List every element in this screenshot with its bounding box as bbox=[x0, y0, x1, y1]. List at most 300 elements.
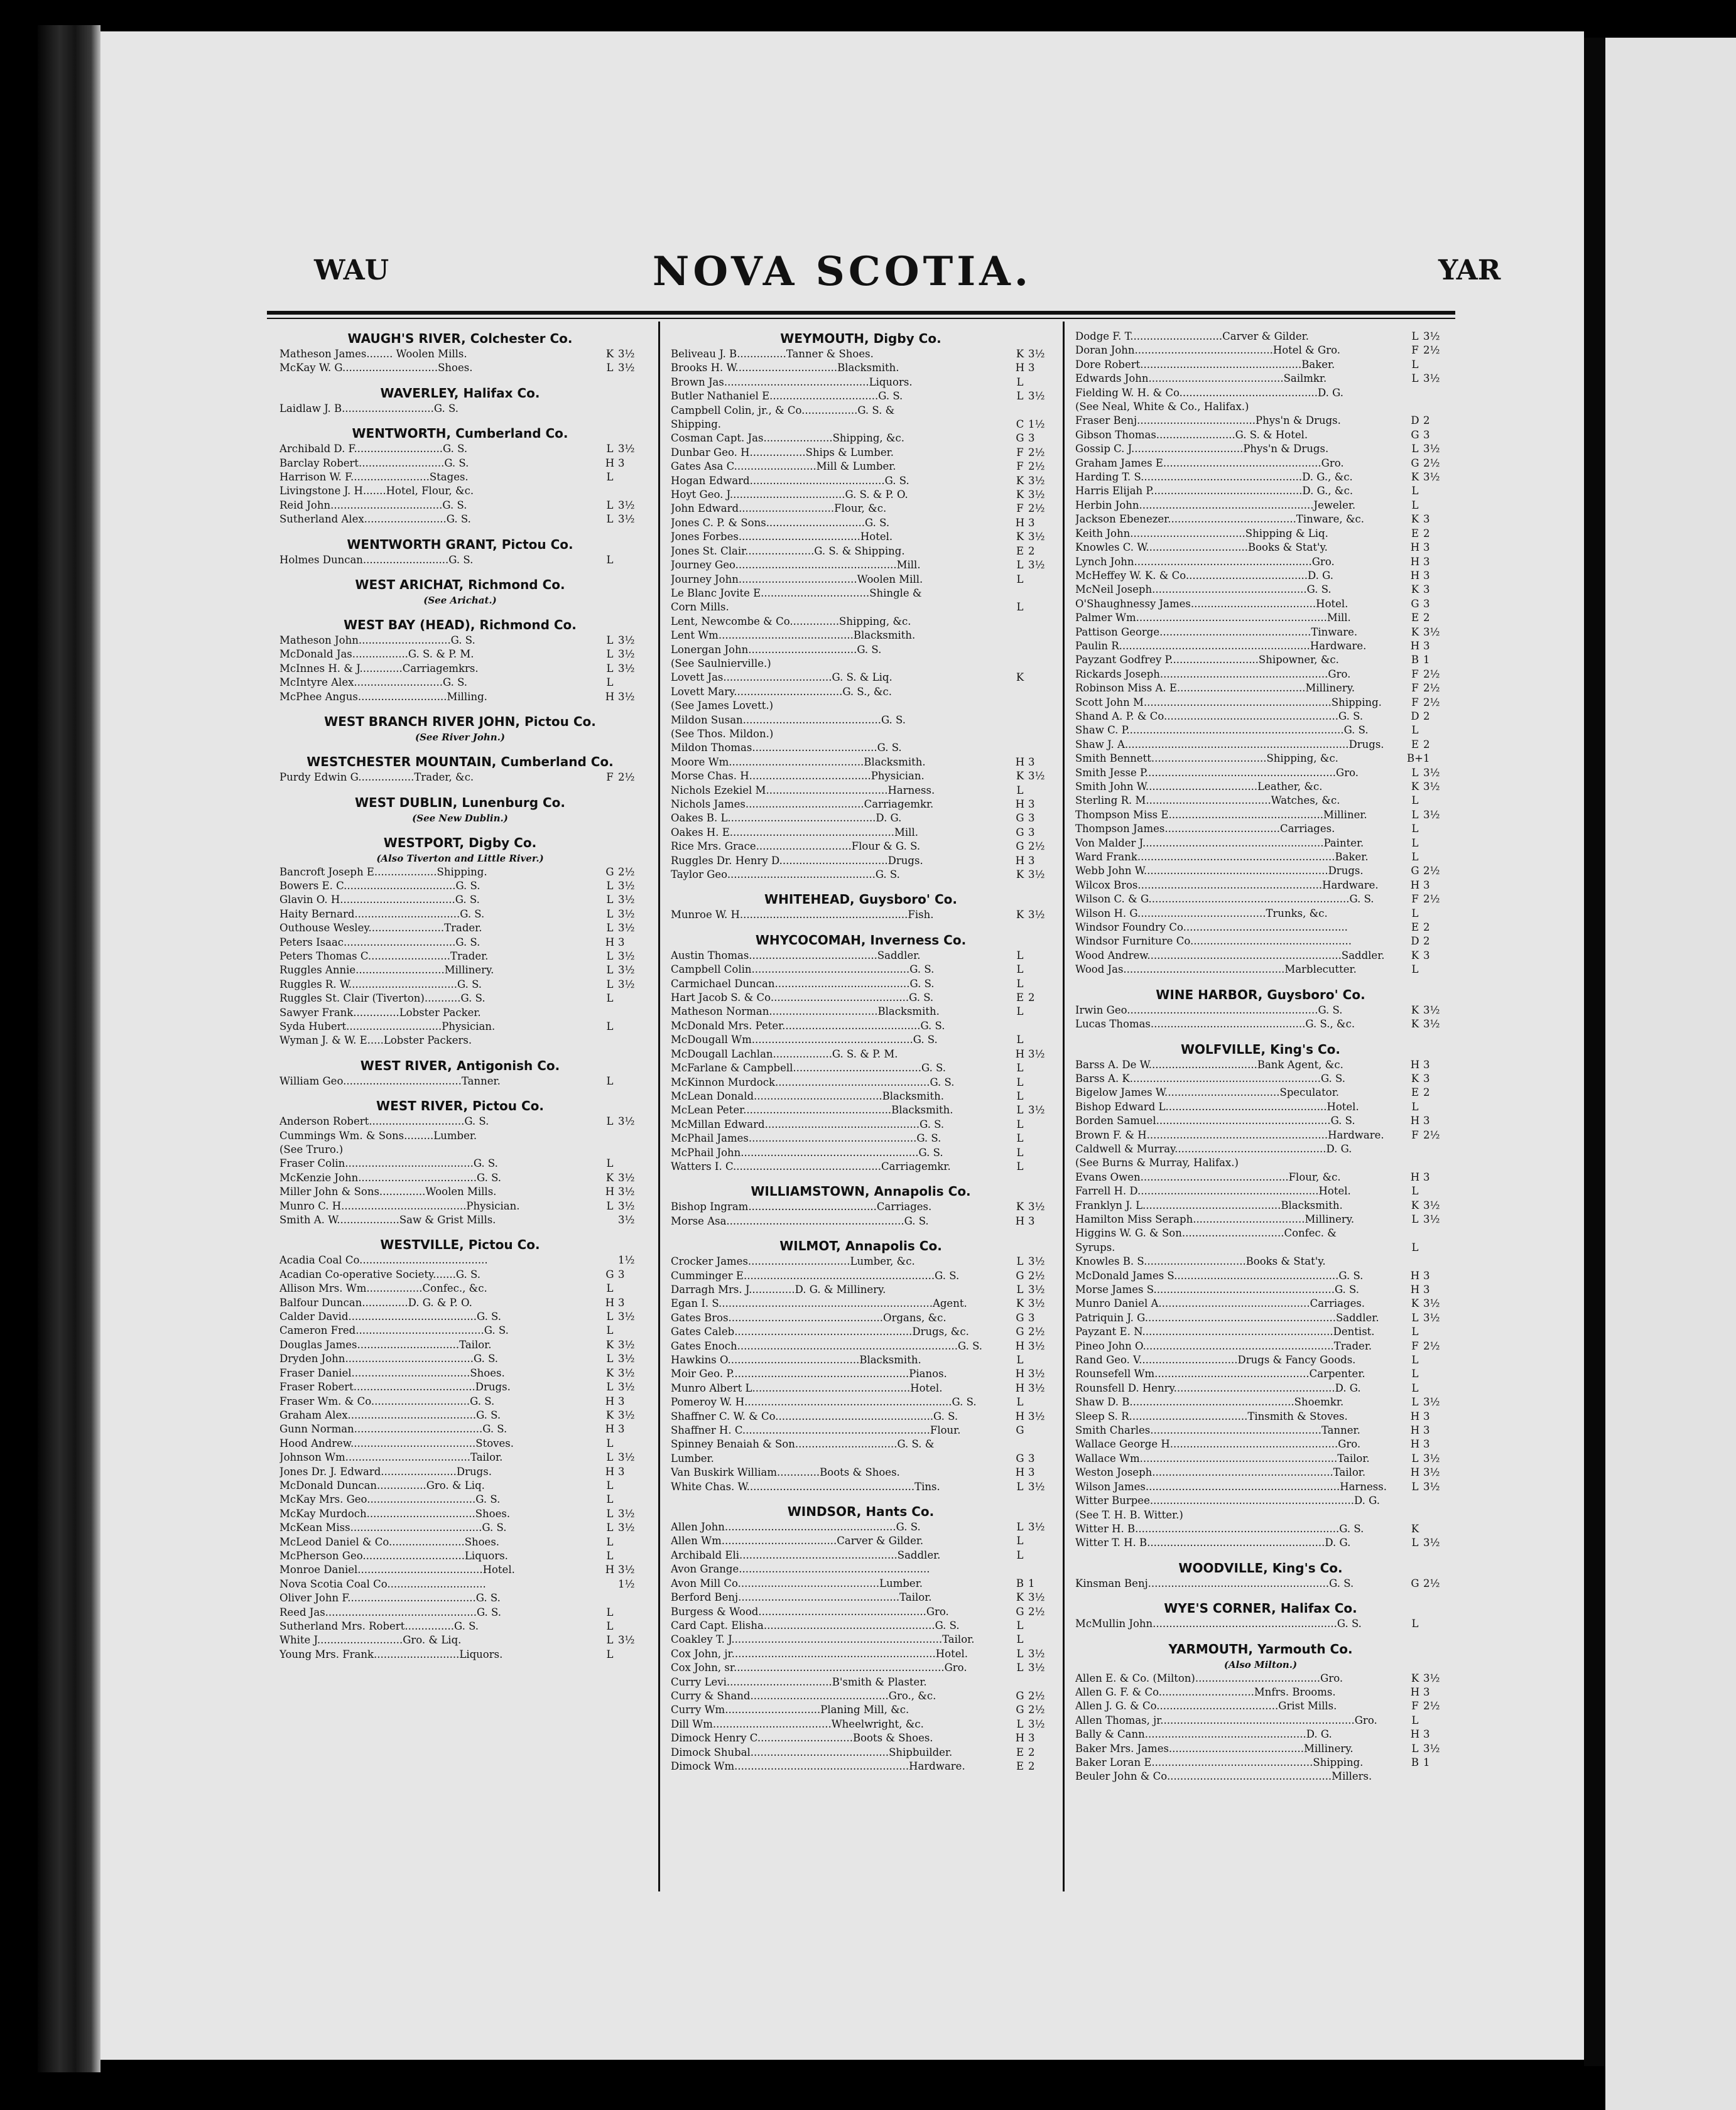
credit-figure: 3½ bbox=[1423, 1213, 1440, 1225]
entry-text: Shaffner H. C.........................................................Flour. bbox=[671, 1424, 961, 1437]
directory-entry bbox=[1075, 794, 1446, 808]
entry-text: Reid John..................................G. S. bbox=[279, 499, 467, 511]
directory-entry bbox=[1075, 1685, 1446, 1699]
directory-entry bbox=[279, 1535, 641, 1549]
directory-entry bbox=[1075, 907, 1446, 921]
rating-letter: L bbox=[606, 1451, 614, 1464]
rating-letter: L bbox=[1411, 808, 1419, 821]
directory-entry bbox=[1075, 1742, 1446, 1756]
credit-figure bbox=[1028, 1005, 1051, 1019]
entry-text: Livingstone J. H.......Hotel, Flour, &c. bbox=[279, 485, 474, 497]
credit-figure: 1 bbox=[1423, 654, 1430, 666]
town-heading: WESTPORT, Digby Co. bbox=[383, 835, 537, 850]
directory-entry bbox=[671, 376, 1051, 389]
entry-text: Wilson James...........................................................Harness. bbox=[1075, 1480, 1387, 1493]
credit-figure bbox=[1028, 727, 1051, 741]
page-title: NOVA SCOTIA. bbox=[652, 248, 1033, 295]
rating-letter: L bbox=[606, 922, 614, 934]
credit-figure bbox=[618, 1143, 641, 1157]
town-section bbox=[1075, 1041, 1446, 1550]
credit-figure bbox=[1028, 600, 1051, 614]
entry-text: Allen Wm...................................Carver & Gilder. bbox=[671, 1535, 924, 1547]
rating-letter bbox=[1012, 629, 1028, 642]
entry-text: Jones Forbes.....................................Hotel. bbox=[671, 531, 893, 543]
town-heading: WENTWORTH, Cumberland Co. bbox=[352, 426, 568, 441]
directory-entry bbox=[1075, 611, 1446, 625]
directory-entry bbox=[671, 1090, 1051, 1103]
entry-text: Sterling R. M......................................Watches, &c. bbox=[1075, 794, 1340, 807]
credit-figure: 3½ bbox=[1028, 770, 1045, 782]
town-section bbox=[279, 1057, 641, 1088]
directory-entry bbox=[671, 1466, 1051, 1480]
credit-figure: 3 bbox=[1423, 1424, 1430, 1437]
directory-entry bbox=[1075, 386, 1446, 400]
entry-text: McDougall Lachlan..................G. S. & P. M. bbox=[671, 1047, 898, 1060]
directory-entry bbox=[279, 1606, 641, 1620]
credit-figure: 3½ bbox=[618, 362, 635, 374]
credit-figure: 2 bbox=[1423, 710, 1430, 722]
credit-figure: 3½ bbox=[1028, 868, 1045, 881]
credit-figure: 3 bbox=[1028, 516, 1035, 529]
entry-text: Balfour Duncan..............D. G. & P. O. bbox=[279, 1296, 472, 1309]
credit-figure: 3½ bbox=[618, 1199, 635, 1212]
entry-text: Shand A. P. & Co.....................................................G. S. bbox=[1075, 710, 1364, 722]
credit-figure bbox=[1423, 850, 1446, 864]
rating-letter bbox=[602, 1006, 618, 1020]
entry-text: Cummings Wm. & Sons.........Lumber. bbox=[279, 1129, 477, 1142]
credit-figure: 3½ bbox=[618, 443, 635, 455]
directory-entry bbox=[279, 1493, 641, 1507]
rating-letter: E bbox=[1411, 921, 1419, 934]
credit-figure bbox=[618, 1591, 641, 1605]
credit-figure: 2½ bbox=[1423, 682, 1440, 695]
directory-entry bbox=[1075, 555, 1446, 569]
directory-entry bbox=[279, 1437, 641, 1451]
credit-figure: 3½ bbox=[618, 1311, 635, 1323]
directory-entry bbox=[671, 1675, 1051, 1689]
entry-text: McFarlane & Campbell.......................................G. S. bbox=[671, 1062, 947, 1074]
credit-figure bbox=[1028, 1395, 1051, 1409]
rating-letter: L bbox=[1411, 443, 1419, 455]
entry-text: Witter H. B..............................................................G. S. bbox=[1075, 1522, 1364, 1535]
credit-figure: 3½ bbox=[1423, 808, 1440, 821]
directory-entry bbox=[1075, 1072, 1446, 1086]
credit-figure: 2½ bbox=[1423, 344, 1440, 357]
town-note: (Also Milton.) bbox=[1223, 1658, 1298, 1670]
entry-text: Oakes B. L.............................................D. G. bbox=[671, 812, 902, 825]
credit-figure: 3½ bbox=[618, 1564, 635, 1576]
entry-text: McInnes H. & J.............Carriagemkrs. bbox=[279, 662, 479, 674]
credit-figure bbox=[618, 1479, 641, 1493]
credit-figure bbox=[1423, 1522, 1446, 1536]
rating-letter: G bbox=[1016, 1269, 1024, 1282]
credit-figure: 2½ bbox=[1423, 668, 1440, 680]
rating-letter: D bbox=[1411, 935, 1419, 948]
entry-text: Peters Isaac..................................G. S. bbox=[279, 936, 480, 948]
entry-text: Brown F. & H.......................................................Hardware. bbox=[1075, 1128, 1384, 1141]
credit-figure: 3 bbox=[1028, 826, 1035, 838]
directory-entry bbox=[671, 1520, 1051, 1534]
rating-letter: K bbox=[1411, 1672, 1419, 1684]
directory-entry bbox=[671, 488, 1051, 502]
directory-entry bbox=[1075, 1536, 1446, 1550]
town-heading: WHITEHEAD, Guysboro' Co. bbox=[764, 892, 957, 907]
town-heading: WEYMOUTH, Digby Co. bbox=[780, 331, 941, 346]
rating-letter: G bbox=[605, 865, 614, 878]
entry-text: Lynch John......................................................Gro. bbox=[1075, 555, 1335, 568]
rating-letter: L bbox=[1411, 1185, 1419, 1198]
credit-figure: 3½ bbox=[618, 978, 635, 990]
entry-text: Acadian Co-operative Society.......G. S. bbox=[279, 1268, 480, 1280]
directory-entry bbox=[1075, 1297, 1446, 1311]
town-section bbox=[279, 1097, 641, 1227]
entry-text: Dimock Henry C.............................Boots & Shoes. bbox=[671, 1732, 933, 1745]
rating-letter: L bbox=[606, 443, 614, 455]
directory-entry bbox=[1075, 864, 1446, 878]
directory-entry bbox=[279, 1115, 641, 1128]
entry-text: Rand Geo. V..............................Drugs & Fancy Goods. bbox=[1075, 1354, 1356, 1366]
entry-text: White J..........................Gro. & Liq. bbox=[279, 1634, 462, 1647]
entry-text: Nova Scotia Coal Co.............................. bbox=[279, 1577, 486, 1590]
credit-figure bbox=[618, 1437, 641, 1451]
directory-entry bbox=[279, 1380, 641, 1394]
rating-letter: L bbox=[1411, 1480, 1419, 1493]
town-section bbox=[1075, 1559, 1446, 1591]
entry-text: Bigelow James W...................................Speculator. bbox=[1075, 1086, 1340, 1099]
rating-letter: H bbox=[1015, 798, 1025, 810]
directory-entry bbox=[1075, 330, 1446, 344]
entry-text: Hoyt Geo. J...................................G. S. & P. O. bbox=[671, 489, 908, 501]
entry-text: Beliveau J. B...............Tanner & Shoes. bbox=[671, 348, 874, 360]
entry-text: Calder David.......................................G. S. bbox=[279, 1311, 502, 1323]
credit-figure: 3 bbox=[1423, 541, 1430, 554]
rating-letter: F bbox=[1411, 682, 1419, 695]
entry-text: Curry Wm.............................Planing Mill, &c. bbox=[671, 1704, 909, 1716]
entry-text: Mildon Susan..........................................G. S. bbox=[671, 713, 906, 726]
rating-letter bbox=[1407, 400, 1423, 414]
rating-letter: H bbox=[1015, 1732, 1025, 1745]
entry-text: Spinney Benaiah & Son...............................G. S. & bbox=[671, 1438, 935, 1451]
rating-letter: F bbox=[1411, 668, 1419, 680]
credit-figure: 3½ bbox=[1423, 1311, 1440, 1324]
entry-text: Cameron Fred.......................................G. S. bbox=[279, 1324, 509, 1337]
rating-letter: L bbox=[1411, 499, 1419, 511]
rating-letter: L bbox=[1016, 1396, 1024, 1409]
rating-letter: B bbox=[1411, 654, 1419, 666]
town-section bbox=[671, 931, 1051, 1174]
directory-entry bbox=[671, 1731, 1051, 1745]
directory-entry bbox=[671, 1661, 1051, 1675]
directory-entry bbox=[1075, 344, 1446, 357]
credit-figure bbox=[618, 1157, 641, 1171]
credit-figure bbox=[1028, 784, 1051, 798]
rating-letter: F bbox=[1411, 344, 1419, 357]
rating-letter: H bbox=[605, 1296, 615, 1309]
entry-text: Von Malder J.......................................................Painter. bbox=[1075, 836, 1364, 849]
directory-entry bbox=[671, 868, 1051, 882]
entry-text: Avon Mill Co...........................................Lumber. bbox=[671, 1577, 923, 1589]
rating-letter bbox=[602, 1129, 618, 1143]
rating-letter bbox=[1407, 1494, 1423, 1508]
entry-text: Archibald D. F...........................G. S. bbox=[279, 443, 468, 455]
credit-figure: 3 bbox=[1423, 949, 1430, 961]
directory-entry bbox=[671, 431, 1051, 445]
entry-text: Lonergan John.................................G. S. bbox=[671, 643, 882, 656]
credit-figure: 2 bbox=[1423, 1086, 1430, 1099]
credit-figure: 3 bbox=[1423, 1410, 1430, 1422]
town-heading: WAUGH'S RIVER, Colchester Co. bbox=[347, 331, 573, 346]
entry-text: Ruggles St. Clair (Tiverton)...........G. S. bbox=[279, 992, 486, 1005]
entry-text: McMullin John........................................................G. S. bbox=[1075, 1618, 1362, 1630]
entry-text: Van Buskirk William.............Boots & Shoes. bbox=[671, 1466, 900, 1479]
directory-entry bbox=[279, 1074, 641, 1088]
credit-figure bbox=[618, 1074, 641, 1088]
entry-text: Barss A. K..........................................................G. S. bbox=[1075, 1072, 1346, 1085]
directory-entry bbox=[279, 1310, 641, 1324]
directory-entry bbox=[279, 347, 641, 361]
directory-entry bbox=[279, 1034, 641, 1047]
rating-letter: H bbox=[1410, 569, 1420, 582]
rating-letter bbox=[1012, 587, 1028, 600]
rating-letter: G bbox=[1411, 428, 1419, 441]
town-section bbox=[671, 1503, 1051, 1773]
entry-text: Corn Mills. bbox=[671, 601, 729, 614]
directory-entry bbox=[1075, 963, 1446, 977]
directory-entry bbox=[279, 402, 641, 416]
entry-text: Wallace Wm............................................................Tailor. bbox=[1075, 1452, 1370, 1464]
credit-figure bbox=[1028, 1633, 1051, 1647]
directory-entry bbox=[1075, 1004, 1446, 1017]
entry-text: McDonald James S..................................................G. S. bbox=[1075, 1269, 1364, 1282]
credit-figure bbox=[618, 470, 641, 484]
directory-entry bbox=[671, 1132, 1051, 1145]
credit-figure bbox=[618, 1282, 641, 1296]
entry-text: Wilcox Bros........................................................Hardware. bbox=[1075, 879, 1379, 891]
credit-figure: 3½ bbox=[1028, 1283, 1045, 1296]
credit-figure bbox=[1028, 573, 1051, 587]
directory-entry bbox=[671, 615, 1051, 629]
rating-letter: K bbox=[1411, 949, 1419, 961]
rating-letter: L bbox=[1016, 977, 1024, 990]
rating-letter: L bbox=[1411, 766, 1419, 779]
entry-text: Weston Joseph.......................................................Tailor. bbox=[1075, 1466, 1366, 1479]
entry-text: Cox John, sr................................................................Gro. bbox=[671, 1662, 967, 1674]
rating-letter: L bbox=[1016, 1090, 1024, 1102]
directory-entry bbox=[279, 1296, 641, 1310]
entry-text: Dimock Wm.....................................................Hardware. bbox=[671, 1760, 965, 1772]
rating-letter: L bbox=[1411, 1311, 1419, 1324]
rating-letter: L bbox=[1016, 1283, 1024, 1296]
credit-figure: 3½ bbox=[1423, 1004, 1440, 1016]
rating-letter: L bbox=[1411, 1742, 1419, 1755]
credit-figure bbox=[1423, 1241, 1446, 1255]
credit-figure: 3½ bbox=[1423, 625, 1440, 638]
rating-letter bbox=[1407, 386, 1423, 400]
directory-entry bbox=[1075, 738, 1446, 752]
rating-letter: L bbox=[1411, 1396, 1419, 1409]
credit-figure bbox=[1423, 1714, 1446, 1728]
directory-entry bbox=[279, 512, 641, 526]
town-heading: WEST DUBLIN, Lunenburg Co. bbox=[354, 794, 566, 810]
rating-letter: G bbox=[1016, 840, 1024, 853]
credit-figure: 2½ bbox=[1423, 1577, 1440, 1589]
credit-figure: 2½ bbox=[618, 771, 635, 784]
entry-text: Munro C. H......................................Physician. bbox=[279, 1199, 520, 1212]
credit-figure bbox=[618, 1606, 641, 1620]
directory-entry bbox=[1075, 780, 1446, 794]
credit-figure bbox=[1028, 1424, 1051, 1437]
rating-letter: L bbox=[606, 553, 614, 566]
directory-entry bbox=[279, 1591, 641, 1605]
rating-letter bbox=[1012, 643, 1028, 657]
rating-letter bbox=[602, 1034, 618, 1047]
directory-entry bbox=[1075, 808, 1446, 822]
rating-letter: F bbox=[1411, 1339, 1419, 1352]
entry-text: Borden Samuel.....................................................G. S. bbox=[1075, 1115, 1355, 1127]
town-heading: WILMOT, Annapolis Co. bbox=[779, 1238, 942, 1254]
credit-figure bbox=[618, 1535, 641, 1549]
directory-entry bbox=[671, 1382, 1051, 1395]
entry-text: McDonald Mrs. Peter..........................................G. S. bbox=[671, 1019, 945, 1032]
town-heading: WEST BAY (HEAD), Richmond Co. bbox=[344, 617, 577, 633]
rating-letter: K bbox=[1411, 1004, 1419, 1016]
credit-figure: 3½ bbox=[618, 922, 635, 934]
directory-entry bbox=[279, 647, 641, 661]
entry-text: Burgess & Wood...................................................Gro. bbox=[671, 1605, 949, 1618]
town-heading: WILLIAMSTOWN, Annapolis Co. bbox=[751, 1184, 971, 1199]
header-rule-thin bbox=[267, 318, 1455, 319]
entry-text: Morse James S.......................................................G. S. bbox=[1075, 1284, 1359, 1296]
rating-letter: H bbox=[1410, 639, 1420, 652]
entry-text: McKay Murdoch.................................Shoes. bbox=[279, 1507, 511, 1520]
credit-figure bbox=[1028, 699, 1051, 713]
entry-text: McMillan Edward...............................................G. S. bbox=[671, 1118, 945, 1130]
credit-figure: 2 bbox=[1423, 738, 1430, 750]
entry-text: Taylor Geo.............................................G. S. bbox=[671, 868, 900, 881]
rating-letter: L bbox=[1016, 1535, 1024, 1547]
credit-figure bbox=[1423, 1508, 1446, 1522]
credit-figure: 2½ bbox=[1028, 840, 1045, 853]
rating-letter: H bbox=[1410, 1685, 1420, 1698]
entry-text: Smith A. W...................Saw & Grist Mills. bbox=[279, 1214, 496, 1226]
directory-entry bbox=[671, 347, 1051, 361]
directory-entry bbox=[1075, 442, 1446, 456]
entry-text: Bishop Edward L.................................................Hotel. bbox=[1075, 1100, 1359, 1113]
entry-text: Douglas James...............................Tailor. bbox=[279, 1338, 492, 1351]
rating-letter: K bbox=[1411, 1072, 1419, 1085]
rating-letter: L bbox=[1411, 1368, 1419, 1380]
directory-entry bbox=[1075, 541, 1446, 555]
directory-entry bbox=[1075, 1756, 1446, 1770]
rating-letter: H bbox=[1410, 555, 1420, 568]
directory-entry bbox=[1075, 358, 1446, 372]
directory-entry bbox=[671, 600, 1051, 614]
directory-entry bbox=[671, 502, 1051, 516]
rating-letter: F bbox=[1411, 696, 1419, 708]
credit-figure: 3½ bbox=[618, 648, 635, 661]
credit-figure: 2 bbox=[1028, 544, 1035, 557]
credit-figure: 3½ bbox=[618, 1522, 635, 1534]
credit-figure bbox=[1028, 977, 1051, 991]
entry-text: Outhouse Wesley.......................Trader. bbox=[279, 922, 482, 934]
directory-entry bbox=[279, 634, 641, 647]
directory-entry bbox=[1075, 1255, 1446, 1269]
rating-letter: L bbox=[606, 1437, 614, 1449]
rating-letter: L bbox=[606, 978, 614, 990]
entry-text: Sutherland Mrs. Robert...............G. S. bbox=[279, 1620, 479, 1632]
credit-figure: 3½ bbox=[618, 634, 635, 647]
credit-figure bbox=[1423, 1226, 1446, 1240]
directory-entry bbox=[671, 361, 1051, 375]
town-section bbox=[279, 425, 641, 526]
credit-figure bbox=[1423, 836, 1446, 850]
directory-entry bbox=[1075, 1128, 1446, 1142]
directory-entry bbox=[671, 769, 1051, 783]
directory-entry bbox=[1075, 428, 1446, 442]
rating-letter: H bbox=[1015, 1368, 1025, 1380]
entry-text: Franklyn J. L..........................................Blacksmith. bbox=[1075, 1199, 1343, 1211]
rating-letter: L bbox=[1411, 724, 1419, 737]
directory-entry bbox=[279, 936, 641, 950]
entry-text: Fraser Benj....................................Phys'n & Drugs. bbox=[1075, 414, 1341, 427]
directory-entry bbox=[1075, 1617, 1446, 1631]
directory-entry bbox=[1075, 949, 1446, 963]
rating-letter: L bbox=[606, 1549, 614, 1562]
directory-entry bbox=[279, 907, 641, 921]
rating-letter: L bbox=[1411, 358, 1419, 371]
rating-letter bbox=[602, 1213, 618, 1227]
credit-figure: 3 bbox=[1423, 1058, 1430, 1071]
credit-figure bbox=[618, 676, 641, 690]
entry-text: Ward Frank............................................................Baker. bbox=[1075, 851, 1369, 863]
directory-entry bbox=[1075, 696, 1446, 710]
rating-letter: K bbox=[1016, 770, 1024, 782]
rating-letter: K bbox=[1411, 625, 1419, 638]
directory-entry bbox=[671, 1591, 1051, 1604]
rating-letter: H bbox=[605, 936, 615, 948]
rating-letter: H bbox=[1015, 1410, 1025, 1422]
credit-figure: 3½ bbox=[1028, 531, 1045, 543]
credit-figure: 3 bbox=[1028, 1215, 1035, 1227]
entry-text: Cumminger E..........................................................G. S. bbox=[671, 1269, 960, 1282]
credit-figure bbox=[1028, 615, 1051, 629]
directory-entry bbox=[1075, 1466, 1446, 1480]
rating-letter: L bbox=[1016, 1255, 1024, 1268]
entry-text: McPhee Angus...........................Milling. bbox=[279, 690, 487, 703]
entry-text: (See Truro.) bbox=[279, 1144, 344, 1155]
directory-entry bbox=[1075, 1672, 1446, 1685]
entry-text: Windsor Foundry Co.................................................. bbox=[1075, 921, 1348, 934]
directory-entry bbox=[671, 854, 1051, 868]
credit-figure bbox=[1423, 358, 1446, 372]
entry-text: Cox John, jr..............................................................Hotel. bbox=[671, 1647, 968, 1660]
directory-entry bbox=[1075, 1494, 1446, 1508]
entry-text: Gates Enoch...................................................................G. S. bbox=[671, 1339, 983, 1352]
directory-entry bbox=[279, 1143, 641, 1157]
entry-text: John Edward.............................Flour, &c. bbox=[671, 502, 887, 515]
town-heading: WEST RIVER, Pictou Co. bbox=[376, 1098, 544, 1114]
entry-text: Moir Geo. P......................................................Pianos. bbox=[671, 1368, 947, 1380]
entry-text: Young Mrs. Frank..........................Liquors. bbox=[279, 1648, 503, 1660]
entry-text: McKinnon Murdock...............................................G. S. bbox=[671, 1076, 955, 1088]
credit-figure: 3 bbox=[618, 1296, 625, 1309]
directory-entry bbox=[1075, 1714, 1446, 1728]
entry-text: Laidlaw J. B............................G. S. bbox=[279, 402, 458, 414]
entry-text: Rounsfell D. Henry.................................................D. G. bbox=[1075, 1382, 1361, 1394]
rating-letter: D bbox=[1411, 710, 1419, 722]
entry-text: Haity Bernard................................G. S. bbox=[279, 907, 485, 920]
rating-letter: L bbox=[1016, 573, 1024, 585]
